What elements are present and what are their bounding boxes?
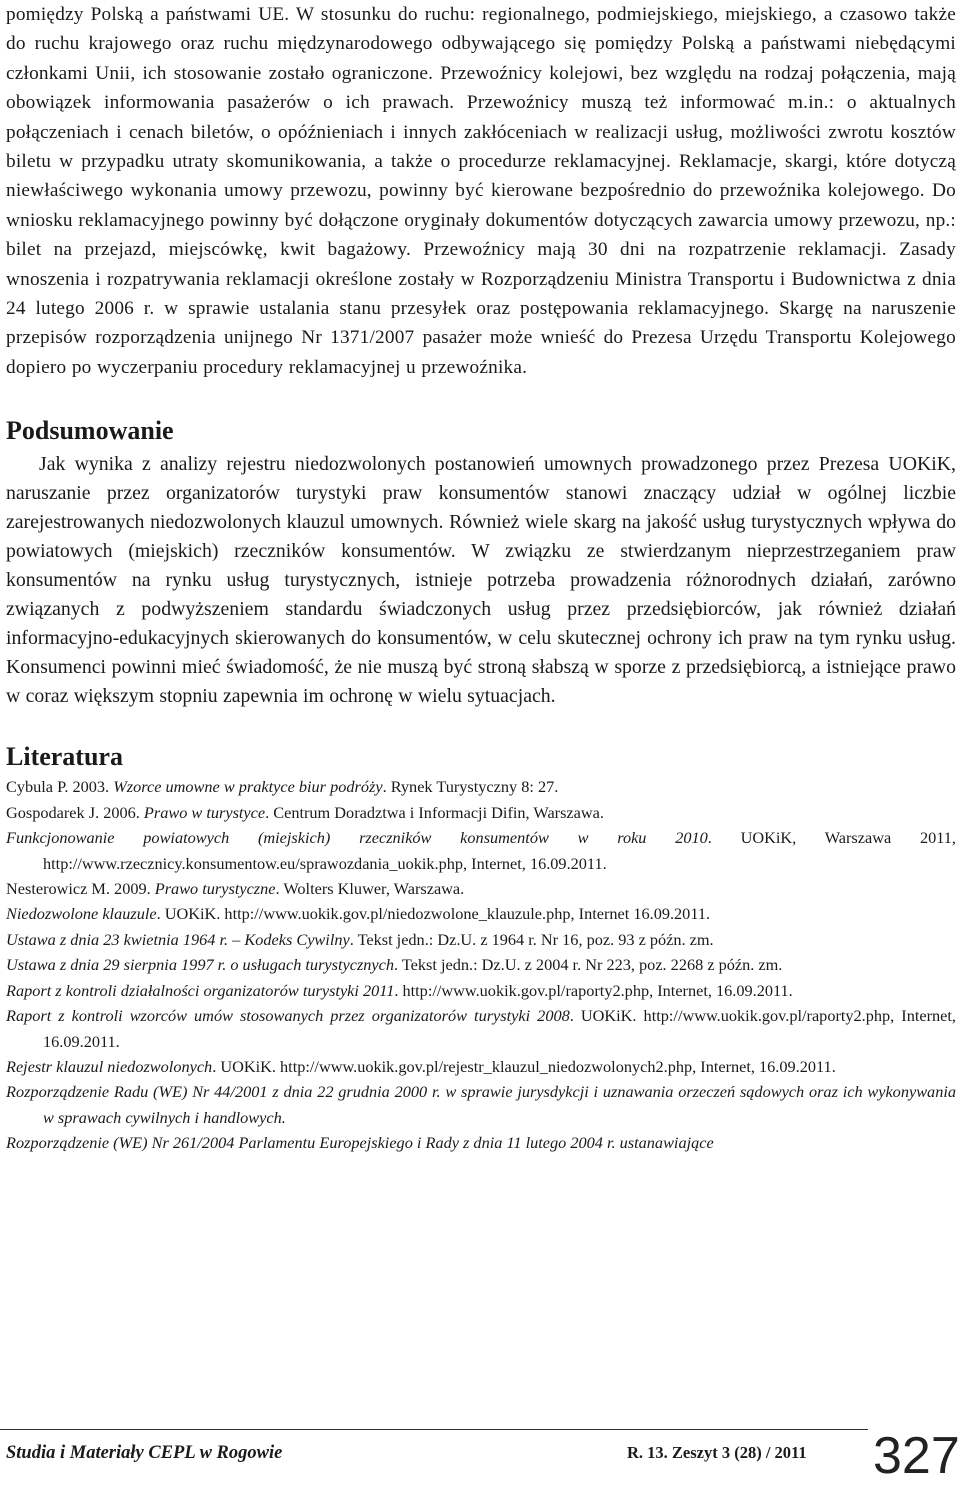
reference-list (6, 774, 956, 1155)
reference-item (6, 1079, 956, 1130)
reference-item (6, 1003, 956, 1054)
reference-title: Rejestr klauzul niedozwolonych (6, 1056, 213, 1076)
document-page (6, 0, 956, 1156)
reference-item (6, 800, 956, 825)
section-heading-literature: Literatura (6, 742, 123, 772)
reference-lead: Cybula P. 2003. (6, 777, 114, 797)
section-heading-summary: Podsumowanie (6, 416, 174, 446)
reference-details: . http://www.uokik.gov.pl/raporty2.php, Internet, 16.09.2011. (394, 980, 793, 1000)
reference-item (6, 1130, 956, 1155)
reference-item (6, 952, 956, 977)
reference-title: Niedozwolone klauzule (6, 904, 157, 924)
reference-title: Ustawa z dnia 23 kwietnia 1964 r. – Kodeks Cywilny (6, 929, 350, 949)
reference-item (6, 927, 956, 952)
reference-title: Raport z kontroli działalności organizatorów turystyki 2011 (6, 980, 395, 1000)
footer-divider (0, 1429, 868, 1430)
reference-details: . Tekst jedn.: Dz.U. z 1964 r. Nr 16, poz. 93 z późn. zm. (349, 929, 714, 949)
reference-title: Prawo w turystyce (143, 802, 266, 822)
reference-lead: Nesterowicz M. 2009. (6, 879, 155, 899)
reference-title: Rozporządzenie (WE) Nr 261/2004 Parlamentu Europejskiego i Rady z dnia 11 lutego 2004 r. ustanawiające (6, 1133, 714, 1153)
reference-item (6, 901, 956, 926)
reference-details: . Wolters Kluwer, Warszawa. (275, 879, 465, 899)
reference-details: . UOKiK, Warszawa 2011, http://www.rzecznicy.konsumentow.eu/sprawozdania_uokik.php, Internet, 16.09.2011. (43, 828, 956, 873)
reference-title: Raport z kontroli wzorców umów stosowanych przez organizatorów turystyki 2008 (6, 1006, 570, 1026)
reference-item (6, 1054, 956, 1079)
reference-lead: Gospodarek J. 2006. (6, 802, 144, 822)
reference-title: Prawo turystyczne (154, 879, 276, 899)
reference-item (6, 774, 956, 799)
journal-title: Studia i Materiały CEPL w Rogowie (6, 1443, 283, 1463)
reference-title: Funkcjonowanie powiatowych (miejskich) rzeczników konsumentów w roku 2010 (6, 828, 708, 848)
reference-title: Wzorce umowne w praktyce biur podróży (113, 777, 383, 797)
summary-paragraph: Jak wynika z analizy rejestru niedozwolonych postanowień umownych prowadzonego przez Prezesa UOKiK, naruszanie przez organizatorów turystyki praw konsumentów stanowi znaczący udział w ogólnej liczbie zarejestrowanych niedozwolonych klauzul umownych. Również wiele skarg na jakość usług turystycznych wpływa do powiatowych (miejskich) rzeczników konsumentów. W związku ze stwierdzanym nieprzestrzeganiem praw konsumentów na rynku usług turystycznych, istnieje potrzeba prowadzenia różnorodnych działań, zarówno związanych z podwyższeniem standardu świadczonych usług przez przedsiębiorców, jak również działań informacyjno-edukacyjnych skierowanych do konsumentów, w celu skutecznej ochrony ich praw na tym rynku usług. Konsumenci powinni mieć świadomość, że nie muszą być stroną słabszą w sporze z przedsiębiorcą, a istniejące prawo w coraz większym stopniu zapewnia im ochronę w wielu sytuacjach. (6, 453, 956, 707)
reference-item (6, 978, 956, 1003)
reference-item (6, 876, 956, 901)
reference-details: . UOKiK. http://www.uokik.gov.pl/raporty2.php, Internet, 16.09.2011. (43, 1006, 956, 1051)
reference-title: Ustawa z dnia 29 sierpnia 1997 r. o usługach turystycznych (6, 955, 395, 975)
reference-item (6, 825, 956, 876)
reference-details: . Centrum Doradztwa i Informacji Difin, Warszawa. (265, 802, 604, 822)
page-number: 327 (873, 1427, 960, 1485)
reference-details: . Rynek Turystyczny 8: 27. (382, 777, 559, 797)
reference-title: Rozporządzenie Radu (WE) Nr 44/2001 z dnia 22 grudnia 2000 r. w sprawie jurysdykcji i uznawania orzeczeń sądowych oraz ich wykonywania w sprawach cywilnych i handlowych. (6, 1082, 956, 1127)
reference-details: . Tekst jedn.: Dz.U. z 2004 r. Nr 223, poz. 2268 z późn. zm. (394, 955, 783, 975)
reference-details: . UOKiK. http://www.uokik.gov.pl/niedozwolone_klauzule.php, Internet 16.09.2011. (156, 904, 711, 924)
issue-info: R. 13. Zeszyt 3 (28) / 2011 (627, 1443, 807, 1462)
body-paragraph: pomiędzy Polską a państwami UE. W stosunku do ruchu: regionalnego, podmiejskiego, miejskiego, a czasowo także do ruchu krajowego oraz ruchu międzynarodowego odbywającego się pomiędzy Polską a państwami niebędącymi członkami Unii, ich stosowanie zostało ograniczone. Przewoźnicy kolejowi, bez względu na rodzaj połączenia, mają obowiązek informowania pasażerów o ich prawach. Przewoźnicy muszą też informować m.in.: o aktualnych połączeniach i cenach biletów, o opóźnieniach i innych zakłóceniach w realizacji usług, możliwości zwrotu kosztów biletu w przypadku utraty skomunikowania, a także o procedurze reklamacyjnej. Reklamacje, skargi, które dotyczą niewłaściwego wykonania umowy przewozu, powinny być kierowane bezpośrednio do przewoźnika kolejowego. Do wniosku reklamacyjnego powinny być dołączone oryginały dokumentów dotyczących zawarcia umowy przewozu, np.: bilet na przejazd, miejscówkę, kwit bagażowy. Przewoźnicy mają 30 dni na rozpatrzenie reklamacji. Zasady wnoszenia i rozpatrywania reklamacji określone zostały w Rozporządzeniu Ministra Transportu i Budownictwa z dnia 24 lutego 2006 r. w sprawie ustalania stanu przesyłek oraz postępowania reklamacyjnego. Skargę na naruszenie przepisów rozporządzenia unijnego Nr 1371/2007 pasażer może wnieść do Prezesa Urzędu Transportu Kolejowego dopiero po wyczerpaniu procedury reklamacyjnej u przewoźnika. (6, 4, 956, 378)
reference-details: . UOKiK. http://www.uokik.gov.pl/rejestr_klauzul_niedozwolonych2.php, Internet, 16.09.2011. (212, 1056, 836, 1076)
